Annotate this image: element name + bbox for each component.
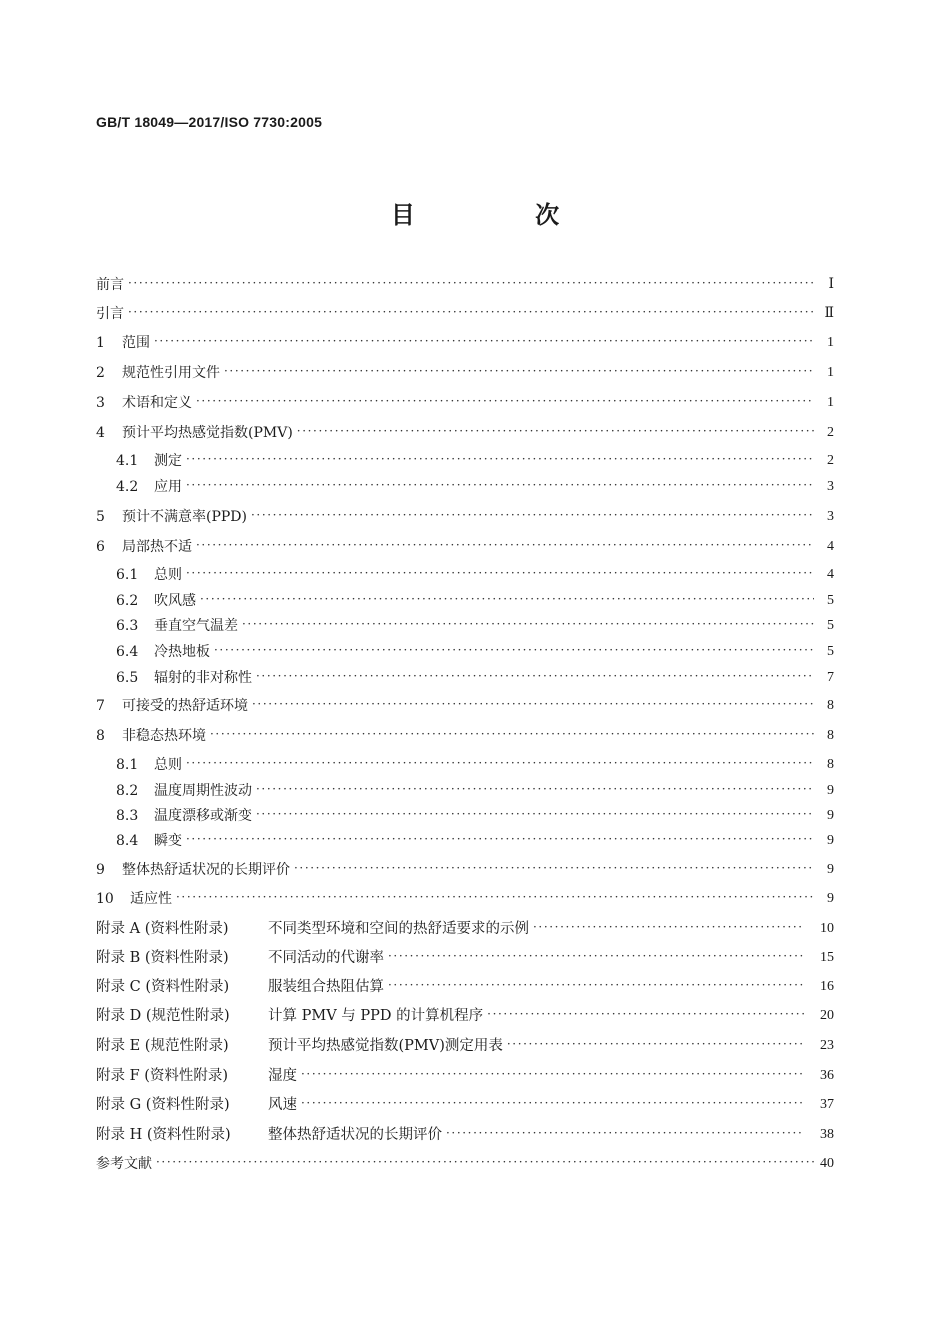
toc-entry[interactable]: [96, 916, 834, 938]
page-title: 目 次: [390, 201, 616, 229]
toc-appendix-tag: 附录 F (资料性附录): [96, 1068, 229, 1084]
toc-leader-dots: [196, 536, 814, 554]
toc-number: 6.5: [116, 670, 139, 686]
toc-leader-dots: [301, 1065, 804, 1083]
toc-label: 预计不满意率(PPD): [122, 509, 247, 525]
toc-label: 整体热舒适状况的长期评价: [122, 862, 290, 878]
toc-number: 4: [96, 425, 105, 441]
toc-entry[interactable]: [116, 613, 834, 635]
toc-entry[interactable]: [116, 588, 834, 610]
toc-label: 总则: [154, 757, 182, 773]
toc-appendix-tag: 附录 H (资料性附录): [96, 1127, 231, 1143]
toc-leader-dots: [256, 805, 814, 823]
toc-label: 冷热地板: [154, 644, 210, 660]
toc-number: 8.3: [116, 808, 139, 824]
toc-entry[interactable]: [96, 1033, 834, 1055]
toc-label: 垂直空气温差: [154, 618, 238, 634]
toc-page-number: 8: [827, 757, 834, 772]
toc-entry[interactable]: [116, 639, 834, 661]
toc-leader-dots: [128, 303, 814, 321]
toc-leader-dots: [210, 725, 814, 743]
toc-entry[interactable]: [96, 534, 834, 556]
toc-entry[interactable]: [96, 1003, 834, 1025]
toc-number: 10: [96, 891, 114, 907]
toc-entry[interactable]: [116, 752, 834, 774]
toc-label: 温度漂移或渐变: [154, 808, 252, 824]
toc-entry[interactable]: [96, 504, 834, 526]
toc-page-number: 23: [820, 1038, 834, 1053]
toc-leader-dots: [224, 362, 814, 380]
toc-appendix-tag: 附录 E (规范性附录): [96, 1038, 229, 1054]
toc-label: 适应性: [130, 891, 172, 907]
toc-page-number: 16: [820, 979, 834, 994]
toc-number: 6: [96, 539, 105, 555]
toc-entry[interactable]: [96, 420, 834, 442]
toc-label: 可接受的热舒适环境: [122, 698, 248, 714]
toc-entry[interactable]: [116, 448, 834, 470]
toc-number: 8.4: [116, 833, 139, 849]
toc-label: 规范性引用文件: [122, 365, 220, 381]
toc-label: 总则: [154, 567, 182, 583]
toc-label: 辐射的非对称性: [154, 670, 252, 686]
toc-leader-dots: [214, 641, 814, 659]
toc-leader-dots: [128, 274, 814, 292]
toc-page-number: 8: [827, 698, 834, 713]
toc-entry[interactable]: [96, 1122, 834, 1144]
toc-label: 局部热不适: [122, 539, 192, 555]
toc-entry[interactable]: [96, 974, 834, 996]
toc-page-number: 5: [827, 644, 834, 659]
toc-number: 3: [96, 395, 105, 411]
toc-label: 吹风感: [154, 593, 196, 609]
toc-number: 6.3: [116, 618, 139, 634]
toc-leader-dots: [156, 1153, 814, 1171]
toc-number: 8.2: [116, 783, 139, 799]
toc-page-number: 9: [827, 833, 834, 848]
toc-label: 不同活动的代谢率: [268, 950, 384, 966]
toc-leader-dots: [301, 1094, 804, 1112]
toc-entry[interactable]: [96, 360, 834, 382]
toc-page-number: Ⅱ: [824, 306, 834, 321]
toc-entry[interactable]: [96, 945, 834, 967]
toc-page-number: 1: [827, 395, 834, 410]
toc-entry[interactable]: [116, 778, 834, 800]
toc-entry[interactable]: [96, 1151, 834, 1173]
toc-leader-dots: [297, 422, 814, 440]
toc-leader-dots: [533, 918, 804, 936]
toc-label: 测定: [154, 453, 182, 469]
toc-number: 8: [96, 728, 105, 744]
toc-leader-dots: [446, 1124, 804, 1142]
toc-page-number: 37: [820, 1097, 834, 1112]
toc-leader-dots: [487, 1005, 804, 1023]
toc-page-number: 10: [820, 921, 834, 936]
toc-page-number: 4: [827, 567, 834, 582]
toc-entry[interactable]: [96, 857, 834, 879]
toc-leader-dots: [186, 450, 814, 468]
toc-entry[interactable]: [96, 693, 834, 715]
toc-label: 温度周期性波动: [154, 783, 252, 799]
toc-leader-dots: [154, 332, 814, 350]
toc-number: 4.2: [116, 479, 139, 495]
toc-label: 引言: [96, 306, 124, 322]
toc-leader-dots: [256, 667, 814, 685]
toc-entry[interactable]: [116, 828, 834, 850]
toc-entry[interactable]: [116, 562, 834, 584]
toc-entry[interactable]: [96, 886, 834, 908]
toc-entry[interactable]: [96, 272, 834, 294]
toc-page-number: 8: [827, 728, 834, 743]
toc-entry[interactable]: [116, 803, 834, 825]
toc-entry[interactable]: [96, 390, 834, 412]
toc-leader-dots: [388, 976, 804, 994]
toc-leader-dots: [242, 615, 814, 633]
toc-leader-dots: [200, 590, 814, 608]
toc-leader-dots: [388, 947, 804, 965]
toc-page-number: 15: [820, 950, 834, 965]
toc-entry[interactable]: [96, 301, 834, 323]
toc-leader-dots: [507, 1035, 804, 1053]
toc-entry[interactable]: [96, 723, 834, 745]
toc-page-number: 7: [827, 670, 834, 685]
toc-label: 应用: [154, 479, 182, 495]
toc-leader-dots: [251, 506, 814, 524]
toc-number: 8.1: [116, 757, 139, 773]
toc-page-number: 9: [827, 783, 834, 798]
toc-page-number: 20: [820, 1008, 834, 1023]
toc-page-number: 1: [827, 365, 834, 380]
toc-label: 非稳态热环境: [122, 728, 206, 744]
toc-leader-dots: [186, 754, 814, 772]
toc-page-number: 5: [827, 618, 834, 633]
toc-page-number: 2: [827, 453, 834, 468]
toc-entry[interactable]: [96, 330, 834, 352]
toc-number: 1: [96, 335, 105, 351]
toc-page-number: 4: [827, 539, 834, 554]
toc-page-number: 5: [827, 593, 834, 608]
toc-label: 湿度: [268, 1068, 297, 1084]
toc-number: 4.1: [116, 453, 139, 469]
toc-appendix-tag: 附录 D (规范性附录): [96, 1008, 230, 1024]
toc-number: 6.2: [116, 593, 139, 609]
toc-leader-dots: [252, 695, 814, 713]
toc-label: 范围: [122, 335, 150, 351]
toc-page-number: Ⅰ: [828, 277, 834, 292]
toc-leader-dots: [294, 859, 814, 877]
toc-page-number: 36: [820, 1068, 834, 1083]
toc-leader-dots: [186, 564, 814, 582]
toc-page-number: 1: [827, 335, 834, 350]
toc-leader-dots: [176, 888, 814, 906]
toc-appendix-tag: 附录 G (资料性附录): [96, 1097, 230, 1113]
toc-appendix-tag: 附录 B (资料性附录): [96, 950, 229, 966]
toc-page-number: 38: [820, 1127, 834, 1142]
toc-entry[interactable]: [96, 1092, 834, 1114]
toc-label: 预计平均热感觉指数(PMV)测定用表: [268, 1038, 503, 1054]
toc-label: 服装组合热阻估算: [268, 979, 384, 995]
toc-page-number: 2: [827, 425, 834, 440]
toc-label: 预计平均热感觉指数(PMV): [122, 425, 293, 441]
toc-entry[interactable]: [116, 665, 834, 687]
toc-page-number: 9: [827, 891, 834, 906]
toc-number: 6.1: [116, 567, 139, 583]
toc-appendix-tag: 附录 C (资料性附录): [96, 979, 230, 995]
toc-label: 整体热舒适状况的长期评价: [268, 1127, 442, 1143]
toc-number: 9: [96, 862, 105, 878]
toc-entry[interactable]: [116, 474, 834, 496]
toc-label: 计算 PMV 与 PPD 的计算机程序: [268, 1008, 484, 1024]
toc-label: 参考文献: [96, 1156, 152, 1172]
toc-page-number: 9: [827, 862, 834, 877]
toc-number: 5: [96, 509, 105, 525]
toc-page-number: 40: [820, 1156, 834, 1171]
toc-number: 2: [96, 365, 105, 381]
toc-entry[interactable]: [96, 1063, 834, 1085]
toc-leader-dots: [186, 476, 814, 494]
toc-page-number: 9: [827, 808, 834, 823]
toc-page-number: 3: [827, 479, 834, 494]
toc-label: 不同类型环境和空间的热舒适要求的示例: [268, 921, 529, 937]
toc-number: 6.4: [116, 644, 139, 660]
toc-leader-dots: [186, 830, 814, 848]
toc-leader-dots: [256, 780, 814, 798]
toc-appendix-tag: 附录 A (资料性附录): [96, 921, 229, 937]
document-code: GB/T 18049—2017/ISO 7730:2005: [96, 114, 323, 130]
toc-leader-dots: [196, 392, 814, 410]
toc-label: 瞬变: [154, 833, 182, 849]
toc-label: 前言: [96, 277, 124, 293]
toc-label: 风速: [268, 1097, 297, 1113]
toc-page-number: 3: [827, 509, 834, 524]
toc-number: 7: [96, 698, 105, 714]
toc-label: 术语和定义: [122, 395, 192, 411]
